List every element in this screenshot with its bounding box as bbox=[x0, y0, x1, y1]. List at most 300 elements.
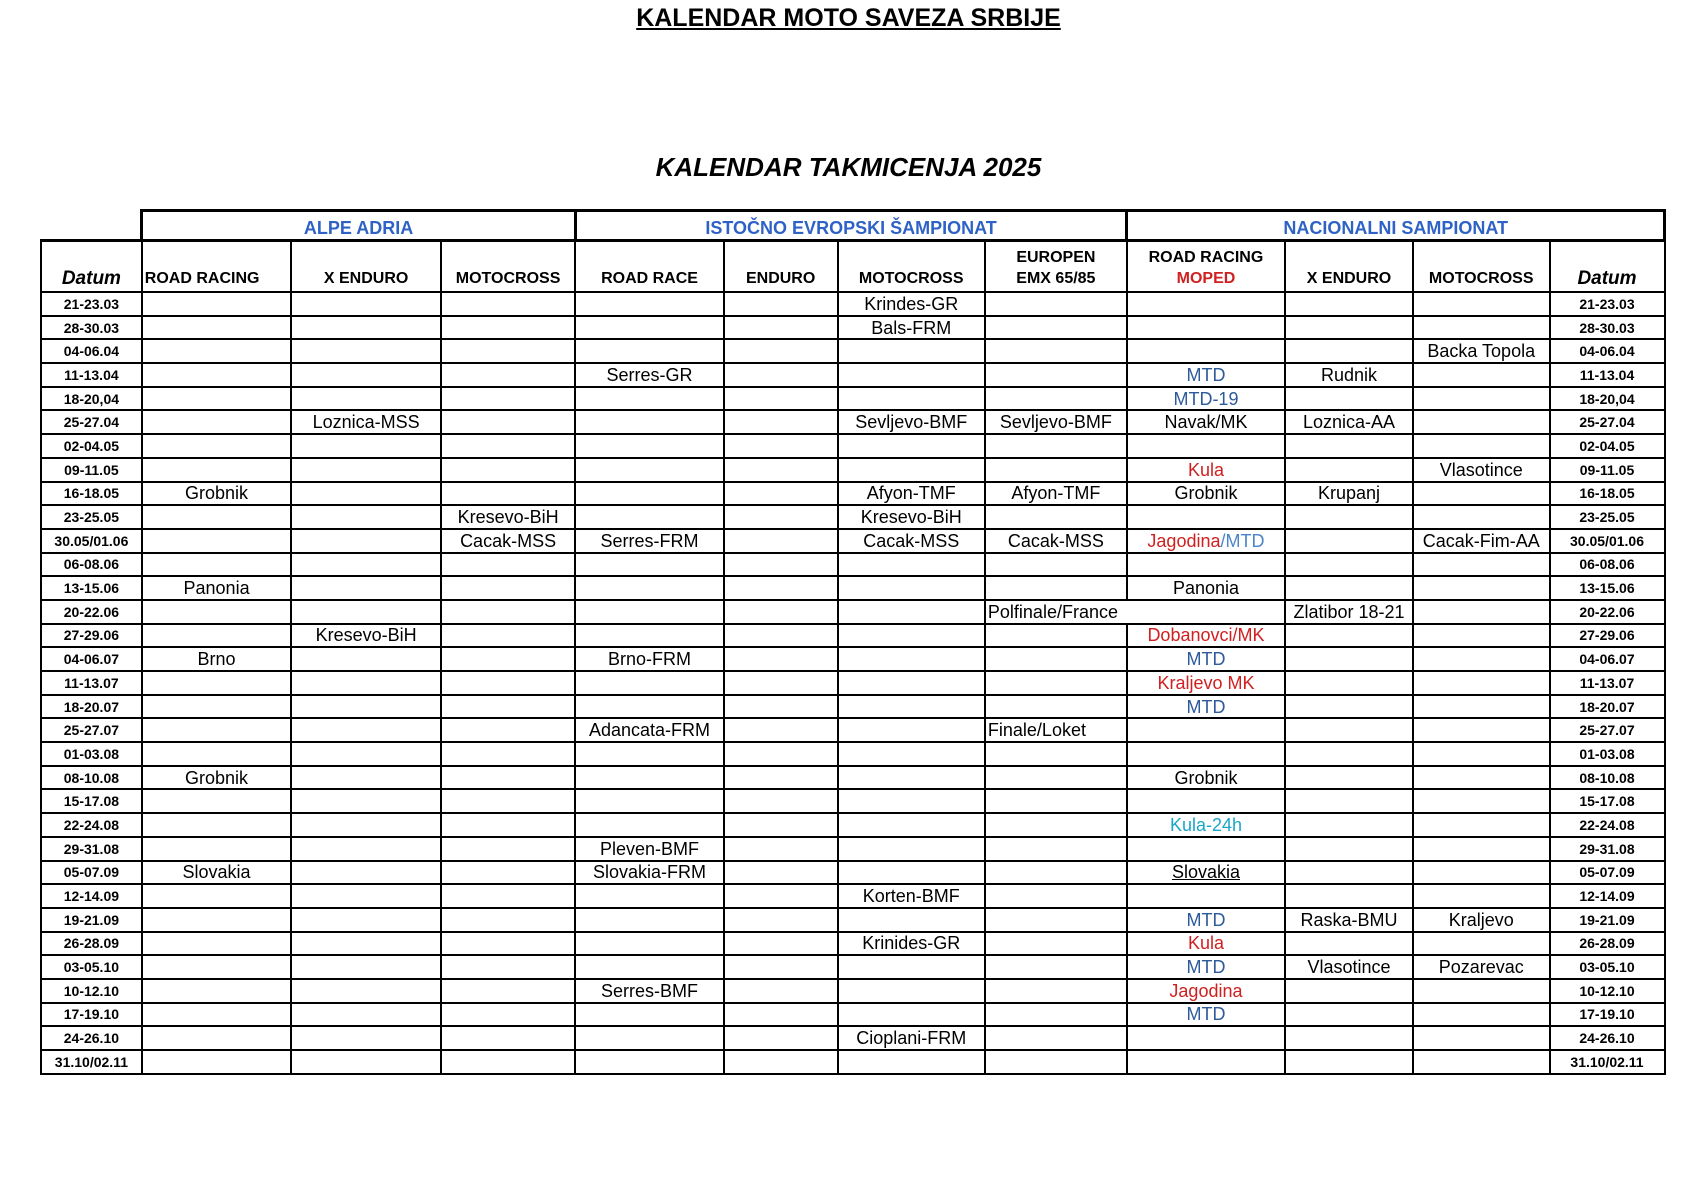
cell-aa-x-enduro bbox=[291, 789, 441, 813]
col-aa-road-racing: ROAD RACING bbox=[142, 241, 292, 293]
cell-ie-motocross bbox=[838, 742, 985, 766]
date-cell: 22-24.08 bbox=[41, 813, 142, 837]
cell-ie-emx bbox=[985, 1026, 1127, 1050]
cell-nat-road-racing: Grobnik bbox=[1127, 766, 1285, 790]
date-cell-right: 30.05/01.06 bbox=[1550, 529, 1665, 553]
cell-nat-road-racing bbox=[1127, 789, 1285, 813]
cell-ie-enduro bbox=[724, 1003, 838, 1027]
date-cell-right: 25-27.07 bbox=[1550, 718, 1665, 742]
cell-aa-x-enduro bbox=[291, 742, 441, 766]
date-cell: 18-20,04 bbox=[41, 387, 142, 411]
cell-ie-motocross: Krinides-GR bbox=[838, 932, 985, 956]
cell-aa-motocross bbox=[441, 766, 575, 790]
cell-ie-motocross bbox=[838, 600, 985, 624]
cell-nat-road-racing bbox=[1127, 292, 1285, 316]
cell-nat-motocross bbox=[1413, 932, 1550, 956]
cell-ie-motocross bbox=[838, 1050, 985, 1074]
cell-nat-motocross bbox=[1413, 576, 1550, 600]
cell-nat-motocross bbox=[1413, 505, 1550, 529]
cell-aa-motocross bbox=[441, 789, 575, 813]
calendar-row bbox=[41, 742, 1665, 766]
cell-nat-motocross bbox=[1413, 1003, 1550, 1027]
cell-nat-road-racing bbox=[1127, 837, 1285, 861]
cell-nat-motocross bbox=[1413, 789, 1550, 813]
cell-ie-motocross bbox=[838, 576, 985, 600]
cell-ie-road-race bbox=[575, 600, 723, 624]
cell-ie-motocross bbox=[838, 624, 985, 648]
calendar-row bbox=[41, 363, 1665, 387]
cell-aa-motocross bbox=[441, 458, 575, 482]
cell-nat-road-racing: MTD bbox=[1127, 955, 1285, 979]
cell-nat-x-enduro bbox=[1285, 742, 1413, 766]
cell-ie-enduro bbox=[724, 861, 838, 885]
cell-ie-emx: Finale/Loket bbox=[985, 718, 1127, 742]
cell-ie-emx bbox=[985, 505, 1127, 529]
cell-nat-road-racing: Kula bbox=[1127, 932, 1285, 956]
cell-aa-x-enduro bbox=[291, 908, 441, 932]
cell-ie-motocross bbox=[838, 339, 985, 363]
calendar-row bbox=[41, 458, 1665, 482]
cell-ie-emx bbox=[985, 884, 1127, 908]
cell-ie-motocross: Krindes-GR bbox=[838, 292, 985, 316]
cell-ie-road-race bbox=[575, 316, 723, 340]
calendar-row bbox=[41, 695, 1665, 719]
cell-ie-enduro bbox=[724, 908, 838, 932]
cell-nat-road-racing: MTD-19 bbox=[1127, 387, 1285, 411]
cell-nat-road-racing: MTD bbox=[1127, 647, 1285, 671]
cell-ie-emx bbox=[985, 766, 1127, 790]
cell-nat-road-racing: Panonia bbox=[1127, 576, 1285, 600]
cell-aa-road-racing bbox=[142, 884, 292, 908]
cell-aa-road-racing bbox=[142, 789, 292, 813]
cell-ie-motocross: Kresevo-BiH bbox=[838, 505, 985, 529]
calendar-row bbox=[41, 647, 1665, 671]
cell-aa-road-racing bbox=[142, 434, 292, 458]
cell-ie-enduro bbox=[724, 458, 838, 482]
col-aa-x-enduro: X ENDURO bbox=[291, 241, 441, 293]
cell-ie-enduro bbox=[724, 339, 838, 363]
cell-aa-road-racing bbox=[142, 505, 292, 529]
cell-aa-x-enduro bbox=[291, 292, 441, 316]
cell-nat-x-enduro: Vlasotince bbox=[1285, 955, 1413, 979]
cell-ie-enduro bbox=[724, 837, 838, 861]
cell-aa-road-racing bbox=[142, 316, 292, 340]
cell-aa-x-enduro bbox=[291, 505, 441, 529]
cell-nat-motocross bbox=[1413, 884, 1550, 908]
cell-ie-enduro bbox=[724, 624, 838, 648]
date-cell-right: 12-14.09 bbox=[1550, 884, 1665, 908]
cell-ie-emx bbox=[985, 861, 1127, 885]
date-cell: 25-27.04 bbox=[41, 410, 142, 434]
cell-ie-emx bbox=[985, 908, 1127, 932]
cell-aa-motocross bbox=[441, 908, 575, 932]
calendar-row bbox=[41, 908, 1665, 932]
cell-ie-enduro bbox=[724, 600, 838, 624]
cell-nat-x-enduro: Rudnik bbox=[1285, 363, 1413, 387]
cell-nat-motocross bbox=[1413, 861, 1550, 885]
date-cell-right: 18-20,04 bbox=[1550, 387, 1665, 411]
cell-ie-emx: Polfinale/France bbox=[985, 600, 1285, 624]
cell-ie-emx: Afyon-TMF bbox=[985, 482, 1127, 506]
date-cell-right: 08-10.08 bbox=[1550, 766, 1665, 790]
cell-aa-x-enduro bbox=[291, 695, 441, 719]
column-header-row bbox=[41, 241, 1665, 293]
cell-ie-enduro bbox=[724, 955, 838, 979]
cell-ie-enduro bbox=[724, 434, 838, 458]
cell-aa-x-enduro bbox=[291, 339, 441, 363]
cell-aa-x-enduro bbox=[291, 458, 441, 482]
cell-aa-motocross: Cacak-MSS bbox=[441, 529, 575, 553]
cell-aa-motocross bbox=[441, 316, 575, 340]
cell-aa-x-enduro bbox=[291, 1003, 441, 1027]
cell-nat-road-racing: Slovakia bbox=[1127, 861, 1285, 885]
date-cell: 11-13.04 bbox=[41, 363, 142, 387]
cell-nat-road-racing: Dobanovci/MK bbox=[1127, 624, 1285, 648]
cell-nat-motocross bbox=[1413, 718, 1550, 742]
date-cell-right: 10-12.10 bbox=[1550, 979, 1665, 1003]
cell-nat-x-enduro: Krupanj bbox=[1285, 482, 1413, 506]
col-nat-motocross: MOTOCROSS bbox=[1413, 241, 1550, 293]
cell-nat-motocross bbox=[1413, 647, 1550, 671]
cell-aa-x-enduro: Loznica-MSS bbox=[291, 410, 441, 434]
col-datum: Datum bbox=[41, 241, 142, 293]
cell-aa-road-racing bbox=[142, 458, 292, 482]
cell-ie-road-race: Brno-FRM bbox=[575, 647, 723, 671]
cell-nat-motocross bbox=[1413, 316, 1550, 340]
cell-nat-x-enduro: Zlatibor 18-21 bbox=[1285, 600, 1413, 624]
cell-ie-emx bbox=[985, 789, 1127, 813]
cell-ie-road-race bbox=[575, 908, 723, 932]
cell-ie-motocross bbox=[838, 813, 985, 837]
calendar-row bbox=[41, 339, 1665, 363]
cell-aa-motocross bbox=[441, 671, 575, 695]
calendar-row bbox=[41, 529, 1665, 553]
cell-nat-motocross bbox=[1413, 979, 1550, 1003]
cell-aa-x-enduro: Kresevo-BiH bbox=[291, 624, 441, 648]
cell-ie-motocross bbox=[838, 387, 985, 411]
cell-aa-motocross bbox=[441, 482, 575, 506]
cell-aa-road-racing bbox=[142, 695, 292, 719]
cell-aa-road-racing bbox=[142, 410, 292, 434]
cell-nat-x-enduro bbox=[1285, 979, 1413, 1003]
col-nat-road-moped: MOPED bbox=[1176, 270, 1236, 287]
cell-ie-motocross bbox=[838, 718, 985, 742]
date-cell: 23-25.05 bbox=[41, 505, 142, 529]
date-cell: 01-03.08 bbox=[41, 742, 142, 766]
cell-aa-x-enduro bbox=[291, 955, 441, 979]
cell-ie-enduro bbox=[724, 505, 838, 529]
cell-aa-road-racing bbox=[142, 742, 292, 766]
cell-nat-x-enduro bbox=[1285, 339, 1413, 363]
date-cell-right: 06-08.06 bbox=[1550, 553, 1665, 577]
cell-aa-x-enduro bbox=[291, 434, 441, 458]
date-cell-right: 27-29.06 bbox=[1550, 624, 1665, 648]
date-cell: 04-06.04 bbox=[41, 339, 142, 363]
cell-ie-road-race bbox=[575, 671, 723, 695]
group-nacionalni: NACIONALNI SAMPIONAT bbox=[1127, 211, 1665, 241]
cell-aa-motocross bbox=[441, 979, 575, 1003]
cell-aa-motocross bbox=[441, 576, 575, 600]
cell-aa-motocross bbox=[441, 695, 575, 719]
cell-ie-road-race bbox=[575, 932, 723, 956]
cell-aa-road-racing bbox=[142, 979, 292, 1003]
date-cell: 28-30.03 bbox=[41, 316, 142, 340]
cell-nat-road-racing: MTD bbox=[1127, 695, 1285, 719]
cell-ie-road-race bbox=[575, 766, 723, 790]
cell-aa-road-racing bbox=[142, 955, 292, 979]
cell-aa-road-racing bbox=[142, 553, 292, 577]
cell-nat-x-enduro bbox=[1285, 624, 1413, 648]
cell-nat-motocross: Cacak-Fim-AA bbox=[1413, 529, 1550, 553]
cell-aa-motocross bbox=[441, 932, 575, 956]
cell-ie-emx bbox=[985, 671, 1127, 695]
cell-nat-road-racing bbox=[1127, 742, 1285, 766]
cell-aa-motocross bbox=[441, 837, 575, 861]
cell-nat-motocross: Backa Topola bbox=[1413, 339, 1550, 363]
cell-ie-emx: Sevljevo-BMF bbox=[985, 410, 1127, 434]
calendar-row bbox=[41, 671, 1665, 695]
date-cell-right: 02-04.05 bbox=[1550, 434, 1665, 458]
group-alpe-adria: ALPE ADRIA bbox=[142, 211, 576, 241]
cell-nat-motocross bbox=[1413, 766, 1550, 790]
cell-aa-motocross bbox=[441, 718, 575, 742]
date-cell-right: 17-19.10 bbox=[1550, 1003, 1665, 1027]
cell-ie-emx bbox=[985, 1003, 1127, 1027]
cell-aa-motocross bbox=[441, 647, 575, 671]
calendar-row bbox=[41, 813, 1665, 837]
cell-aa-road-racing bbox=[142, 837, 292, 861]
calendar-row bbox=[41, 387, 1665, 411]
calendar-row bbox=[41, 316, 1665, 340]
cell-ie-motocross: Sevljevo-BMF bbox=[838, 410, 985, 434]
date-cell: 13-15.06 bbox=[41, 576, 142, 600]
cell-nat-motocross bbox=[1413, 742, 1550, 766]
cell-ie-emx bbox=[985, 458, 1127, 482]
cell-nat-x-enduro bbox=[1285, 529, 1413, 553]
cell-nat-x-enduro bbox=[1285, 553, 1413, 577]
cell-nat-motocross bbox=[1413, 387, 1550, 411]
cell-aa-road-racing bbox=[142, 1003, 292, 1027]
cell-nat-road-racing bbox=[1127, 718, 1285, 742]
date-cell: 04-06.07 bbox=[41, 647, 142, 671]
date-cell: 18-20.07 bbox=[41, 695, 142, 719]
calendar-row bbox=[41, 955, 1665, 979]
cell-ie-motocross bbox=[838, 955, 985, 979]
date-cell-right: 03-05.10 bbox=[1550, 955, 1665, 979]
cell-nat-x-enduro bbox=[1285, 1026, 1413, 1050]
cell-ie-emx bbox=[985, 742, 1127, 766]
cell-nat-road-racing: MTD bbox=[1127, 363, 1285, 387]
cell-nat-x-enduro bbox=[1285, 695, 1413, 719]
cell-aa-motocross bbox=[441, 1026, 575, 1050]
cell-nat-road-racing bbox=[1127, 1050, 1285, 1074]
cell-nat-road-racing: MTD bbox=[1127, 1003, 1285, 1027]
cell-ie-emx bbox=[985, 339, 1127, 363]
cell-aa-road-racing: Slovakia bbox=[142, 861, 292, 885]
cell-ie-enduro bbox=[724, 1026, 838, 1050]
cell-nat-motocross bbox=[1413, 410, 1550, 434]
cell-ie-emx bbox=[985, 624, 1127, 648]
document-title: KALENDAR MOTO SAVEZA SRBIJE bbox=[636, 4, 1061, 32]
cell-aa-road-racing bbox=[142, 529, 292, 553]
cell-ie-emx bbox=[985, 837, 1127, 861]
cell-nat-motocross bbox=[1413, 695, 1550, 719]
cell-ie-enduro bbox=[724, 813, 838, 837]
calendar-row bbox=[41, 884, 1665, 908]
date-cell: 29-31.08 bbox=[41, 837, 142, 861]
cell-ie-emx bbox=[985, 647, 1127, 671]
calendar-row bbox=[41, 979, 1665, 1003]
cell-nat-motocross: Vlasotince bbox=[1413, 458, 1550, 482]
cell-nat-road-racing bbox=[1127, 434, 1285, 458]
cell-ie-motocross: Cioplani-FRM bbox=[838, 1026, 985, 1050]
col-ie-emx-line1: EUROPEN bbox=[1016, 249, 1096, 266]
cell-ie-enduro bbox=[724, 647, 838, 671]
cell-nat-road-racing: Kraljevo MK bbox=[1127, 671, 1285, 695]
cell-ie-motocross bbox=[838, 766, 985, 790]
cell-nat-motocross bbox=[1413, 553, 1550, 577]
date-cell-right: 01-03.08 bbox=[1550, 742, 1665, 766]
cell-aa-x-enduro bbox=[291, 1026, 441, 1050]
col-aa-motocross: MOTOCROSS bbox=[441, 241, 575, 293]
date-cell: 09-11.05 bbox=[41, 458, 142, 482]
calendar-row bbox=[41, 434, 1665, 458]
date-cell-right: 31.10/02.11 bbox=[1550, 1050, 1665, 1074]
cell-nat-motocross bbox=[1413, 1026, 1550, 1050]
cell-aa-road-racing bbox=[142, 1050, 292, 1074]
date-cell: 30.05/01.06 bbox=[41, 529, 142, 553]
cell-nat-x-enduro bbox=[1285, 505, 1413, 529]
cell-aa-motocross bbox=[441, 742, 575, 766]
cell-aa-x-enduro bbox=[291, 553, 441, 577]
date-cell-right: 04-06.04 bbox=[1550, 339, 1665, 363]
cell-aa-x-enduro bbox=[291, 387, 441, 411]
date-cell-right: 21-23.03 bbox=[1550, 292, 1665, 316]
cell-ie-road-race bbox=[575, 458, 723, 482]
date-cell-right: 26-28.09 bbox=[1550, 932, 1665, 956]
calendar-row bbox=[41, 837, 1665, 861]
col-datum-right: Datum bbox=[1550, 241, 1665, 293]
cell-ie-road-race bbox=[575, 292, 723, 316]
cell-nat-motocross bbox=[1413, 624, 1550, 648]
cell-ie-enduro bbox=[724, 1050, 838, 1074]
cell-aa-motocross bbox=[441, 600, 575, 624]
cell-ie-road-race bbox=[575, 1050, 723, 1074]
cell-aa-road-racing bbox=[142, 813, 292, 837]
cell-nat-road-racing bbox=[1127, 529, 1285, 553]
col-nat-road-racing bbox=[1127, 241, 1285, 293]
cell-aa-x-enduro bbox=[291, 884, 441, 908]
date-cell-right: 15-17.08 bbox=[1550, 789, 1665, 813]
cell-ie-emx bbox=[985, 932, 1127, 956]
calendar-row bbox=[41, 718, 1665, 742]
cell-nat-x-enduro bbox=[1285, 647, 1413, 671]
date-cell-right: 16-18.05 bbox=[1550, 482, 1665, 506]
calendar-row bbox=[41, 482, 1665, 506]
cell-aa-road-racing bbox=[142, 363, 292, 387]
cell-nat-road-racing bbox=[1127, 339, 1285, 363]
cell-aa-motocross bbox=[441, 884, 575, 908]
cell-ie-enduro bbox=[724, 482, 838, 506]
cell-ie-enduro bbox=[724, 979, 838, 1003]
cell-ie-road-race bbox=[575, 434, 723, 458]
cell-ie-road-race bbox=[575, 884, 723, 908]
calendar-row bbox=[41, 410, 1665, 434]
date-cell: 31.10/02.11 bbox=[41, 1050, 142, 1074]
date-cell-right: 23-25.05 bbox=[1550, 505, 1665, 529]
cell-aa-motocross bbox=[441, 363, 575, 387]
cell-ie-road-race bbox=[575, 695, 723, 719]
group-header-row bbox=[41, 211, 1665, 241]
cell-nat-x-enduro bbox=[1285, 932, 1413, 956]
cell-nat-x-enduro bbox=[1285, 387, 1413, 411]
cell-ie-emx bbox=[985, 955, 1127, 979]
calendar-row bbox=[41, 292, 1665, 316]
cell-ie-enduro bbox=[724, 553, 838, 577]
date-cell-right: 29-31.08 bbox=[1550, 837, 1665, 861]
date-cell-right: 11-13.04 bbox=[1550, 363, 1665, 387]
date-cell: 20-22.06 bbox=[41, 600, 142, 624]
date-cell-right: 20-22.06 bbox=[1550, 600, 1665, 624]
cell-ie-enduro bbox=[724, 387, 838, 411]
cell-nat-motocross bbox=[1413, 837, 1550, 861]
cell-ie-emx: Cacak-MSS bbox=[985, 529, 1127, 553]
cell-nat-x-enduro bbox=[1285, 671, 1413, 695]
cell-aa-x-enduro bbox=[291, 813, 441, 837]
cell-aa-x-enduro bbox=[291, 363, 441, 387]
cell-ie-motocross: Cacak-MSS bbox=[838, 529, 985, 553]
group-blank bbox=[41, 211, 142, 241]
date-cell-right: 28-30.03 bbox=[1550, 316, 1665, 340]
cell-ie-enduro bbox=[724, 884, 838, 908]
cell-nat-x-enduro bbox=[1285, 292, 1413, 316]
cell-nat-x-enduro bbox=[1285, 884, 1413, 908]
cell-aa-road-racing bbox=[142, 624, 292, 648]
event-jagodina: Jagodina bbox=[1147, 530, 1221, 551]
cell-ie-motocross bbox=[838, 647, 985, 671]
cell-aa-motocross bbox=[441, 813, 575, 837]
cell-ie-motocross bbox=[838, 861, 985, 885]
cell-aa-road-racing bbox=[142, 908, 292, 932]
cell-nat-motocross bbox=[1413, 482, 1550, 506]
cell-ie-enduro bbox=[724, 718, 838, 742]
calendar-row bbox=[41, 932, 1665, 956]
cell-nat-x-enduro bbox=[1285, 789, 1413, 813]
cell-nat-road-racing: Grobnik bbox=[1127, 482, 1285, 506]
cell-ie-road-race: Serres-FRM bbox=[575, 529, 723, 553]
cell-ie-road-race bbox=[575, 624, 723, 648]
date-cell: 10-12.10 bbox=[41, 979, 142, 1003]
cell-ie-emx bbox=[985, 387, 1127, 411]
date-cell-right: 05-07.09 bbox=[1550, 861, 1665, 885]
cell-ie-emx bbox=[985, 979, 1127, 1003]
cell-ie-enduro bbox=[724, 363, 838, 387]
cell-ie-motocross bbox=[838, 695, 985, 719]
date-cell: 26-28.09 bbox=[41, 932, 142, 956]
cell-aa-x-enduro bbox=[291, 529, 441, 553]
cell-nat-road-racing bbox=[1127, 505, 1285, 529]
cell-aa-x-enduro bbox=[291, 600, 441, 624]
calendar-row bbox=[41, 505, 1665, 529]
cell-nat-x-enduro bbox=[1285, 1050, 1413, 1074]
cell-aa-road-racing bbox=[142, 387, 292, 411]
cell-aa-motocross bbox=[441, 624, 575, 648]
cell-aa-road-racing bbox=[142, 292, 292, 316]
cell-aa-motocross bbox=[441, 292, 575, 316]
cell-nat-x-enduro bbox=[1285, 718, 1413, 742]
date-cell: 12-14.09 bbox=[41, 884, 142, 908]
cell-nat-x-enduro bbox=[1285, 316, 1413, 340]
